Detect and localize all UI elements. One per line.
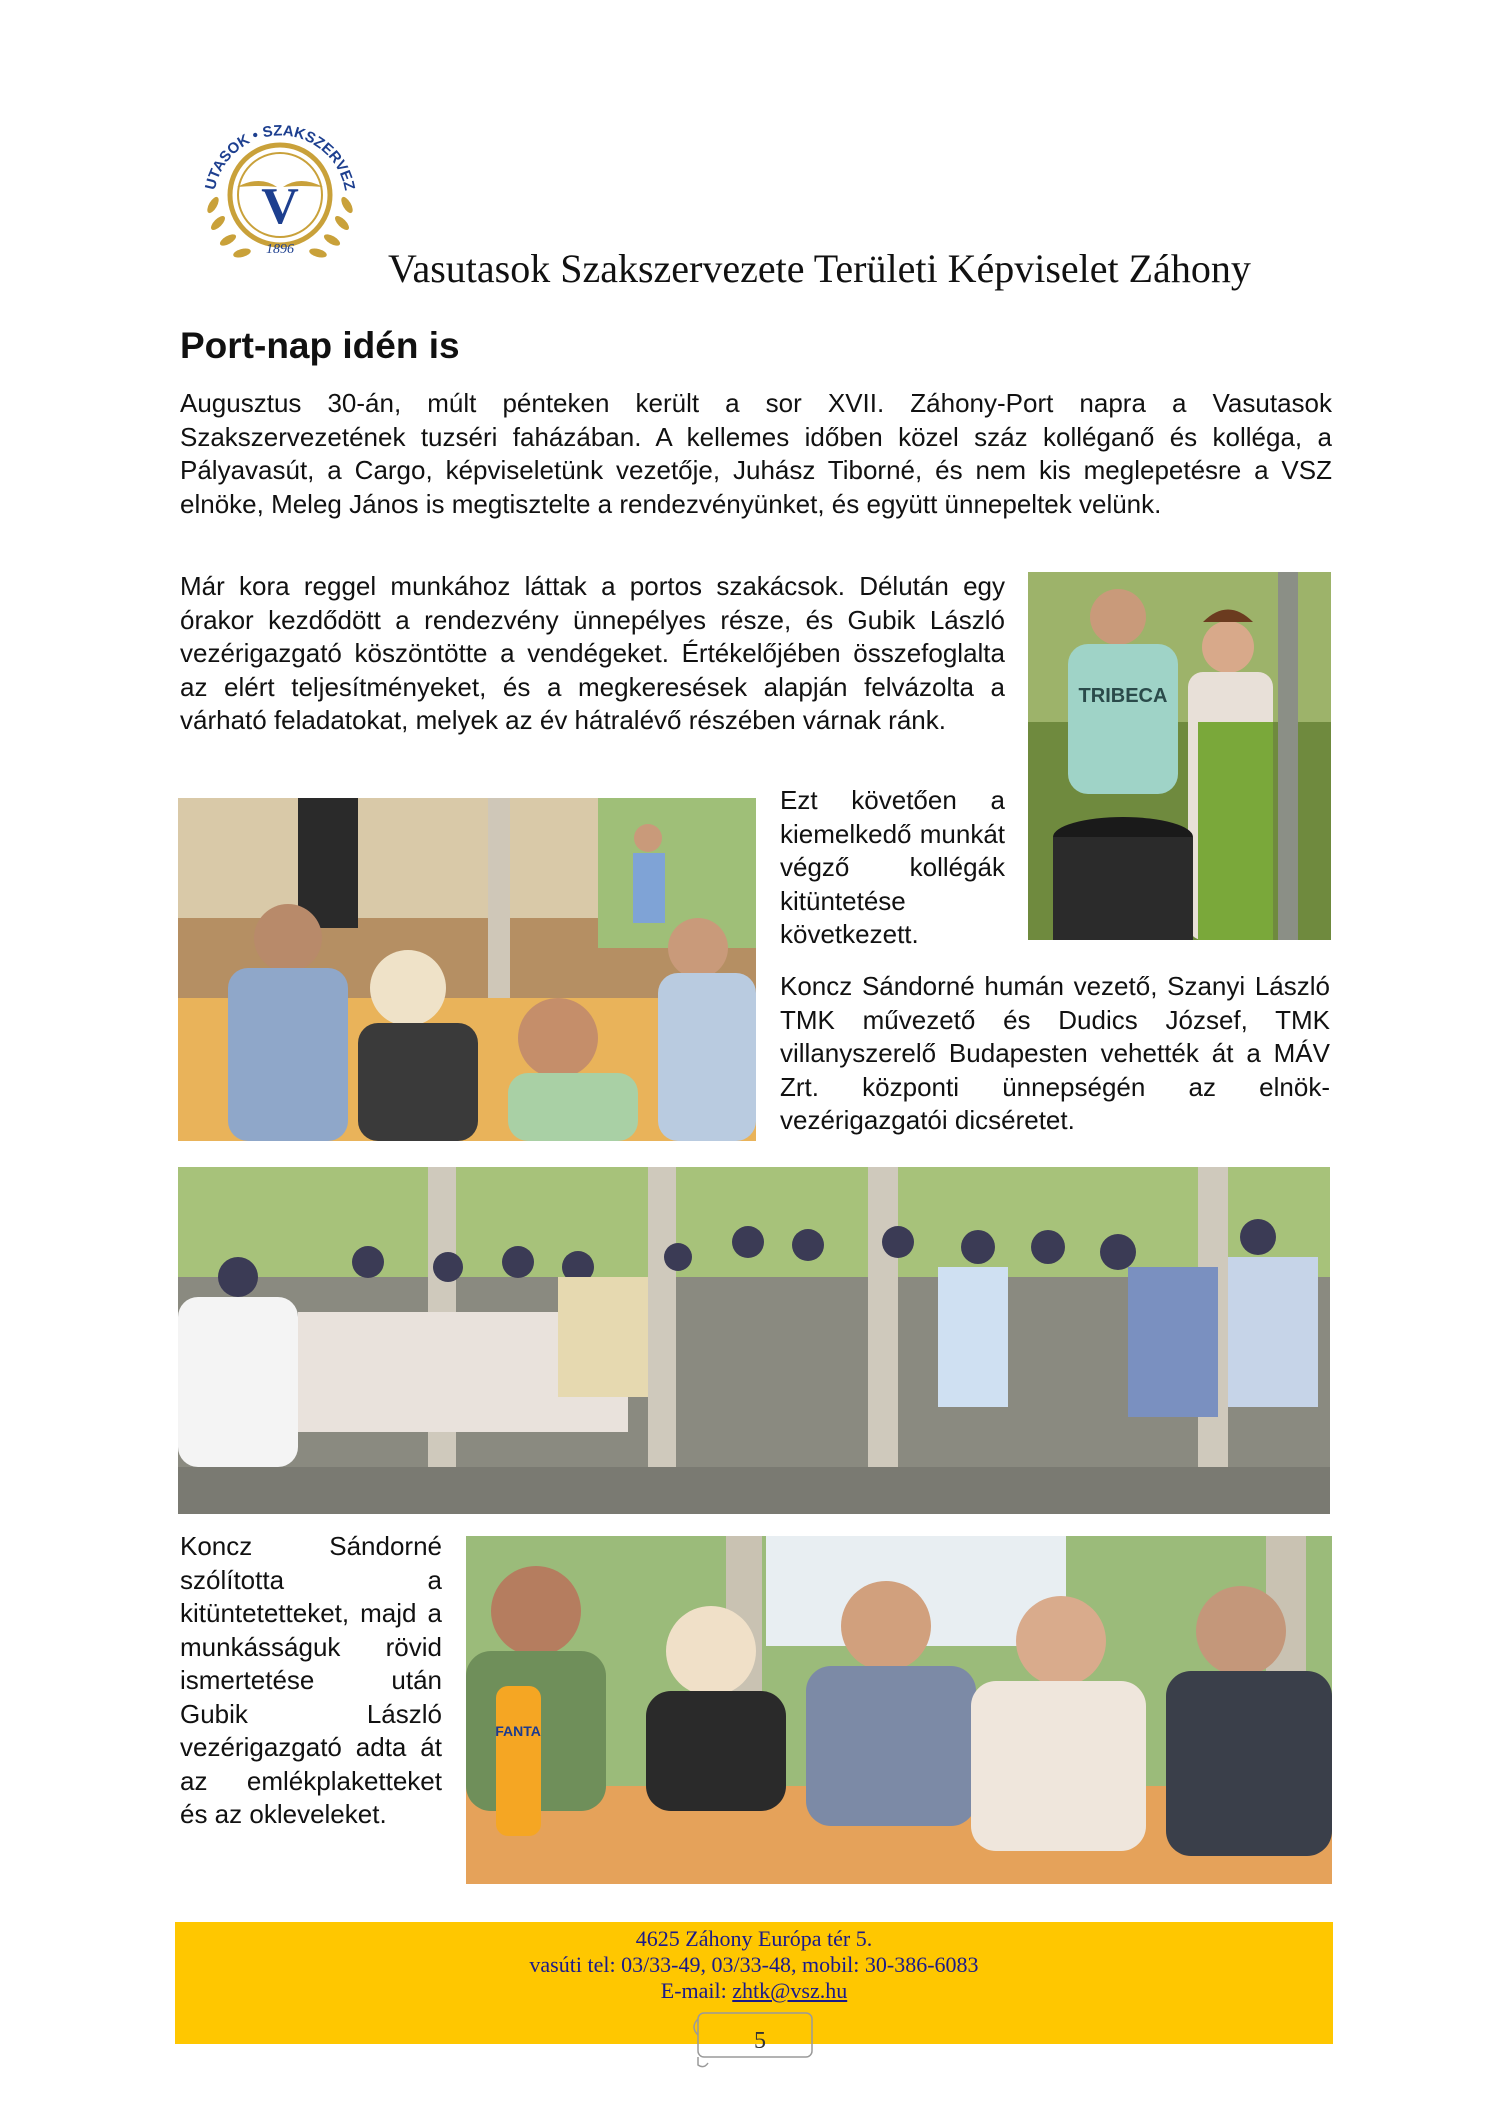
svg-text:V: V xyxy=(261,178,299,235)
union-emblem-icon xyxy=(185,95,375,280)
footer-email-line xyxy=(175,1978,1333,2004)
union-logo xyxy=(185,95,375,280)
svg-text:VASUTASOK • SZAKSZERVEZETE: UTASOK • SZAKSZERVEZ xyxy=(202,122,359,193)
article-paragraph-2: Már kora reggel munkához láttak a portos szakácsok. Délután egy órakor kezdődött a rendezvény ünnepélyes része, és Gubik László vezérigazgató köszöntötte a vendégeket. Értékelőjében összefoglalta az elért teljesítményeket, és a megkeresések alapján felvázolta a várható feladatokat, melyek az év hátralévő részében várnak ránk. xyxy=(180,571,1005,735)
footer-email-link[interactable]: zhtk@vsz.hu xyxy=(732,1978,848,2003)
svg-text:FANTA: FANTA xyxy=(495,1723,541,1739)
photo-table xyxy=(466,1536,1332,1884)
article-paragraph-3: Ezt követően a kiemelkedő munkát végző kollégák kitüntetése következett. xyxy=(780,785,1005,949)
organization-title: Vasutasok Szakszervezete Területi Képviselet Záhony xyxy=(388,246,1251,291)
photo-speech xyxy=(178,798,756,1141)
article-paragraph-1: Augusztus 30-án, múlt pénteken került a sor XVII. Záhony-Port napra a Vasutasok Szakszervezetének tuzséri faházában. A kellemes időben közel száz kolléganő és kolléga, a Pályavasút, a Cargo, képviseletünk vezetője, Juhász Tiborné, és nem kis meglepetésre a VSZ elnöke, Meleg János is megtisztelte a rendezvényünket, és együtt ünnepeltek velünk. xyxy=(180,388,1332,519)
page-number: 5 xyxy=(754,2028,766,2054)
article-paragraph-5: Koncz Sándorné szólította a kitüntetetteket, majd a munkásságuk rövid ismertetése után Gubik László vezérigazgató adta át az emlékplaketteket és az okleveleket. xyxy=(180,1531,442,1829)
footer-phones: vasúti tel: 03/33-49, 03/33-48, mobil: 30-386-6083 xyxy=(529,1952,979,1977)
footer-address: 4625 Záhony Európa tér 5. xyxy=(635,1926,873,1951)
footer-email-label: E-mail: xyxy=(660,1978,733,2003)
article-headline: Port-nap idén is xyxy=(180,325,460,366)
svg-text:1896: 1896 xyxy=(266,242,294,257)
photo-cooks xyxy=(1028,572,1331,940)
photo-audience xyxy=(178,1167,1330,1514)
svg-text:TRIBECA: TRIBECA xyxy=(1078,685,1168,707)
article-paragraph-4: Koncz Sándorné humán vezető, Szanyi László TMK művezető és Dudics József, TMK villanyszerelő Budapesten vehették át a MÁV Zrt. központi ünnepségén az elnök-vezérigazgatói dicséretet. xyxy=(780,971,1330,1135)
